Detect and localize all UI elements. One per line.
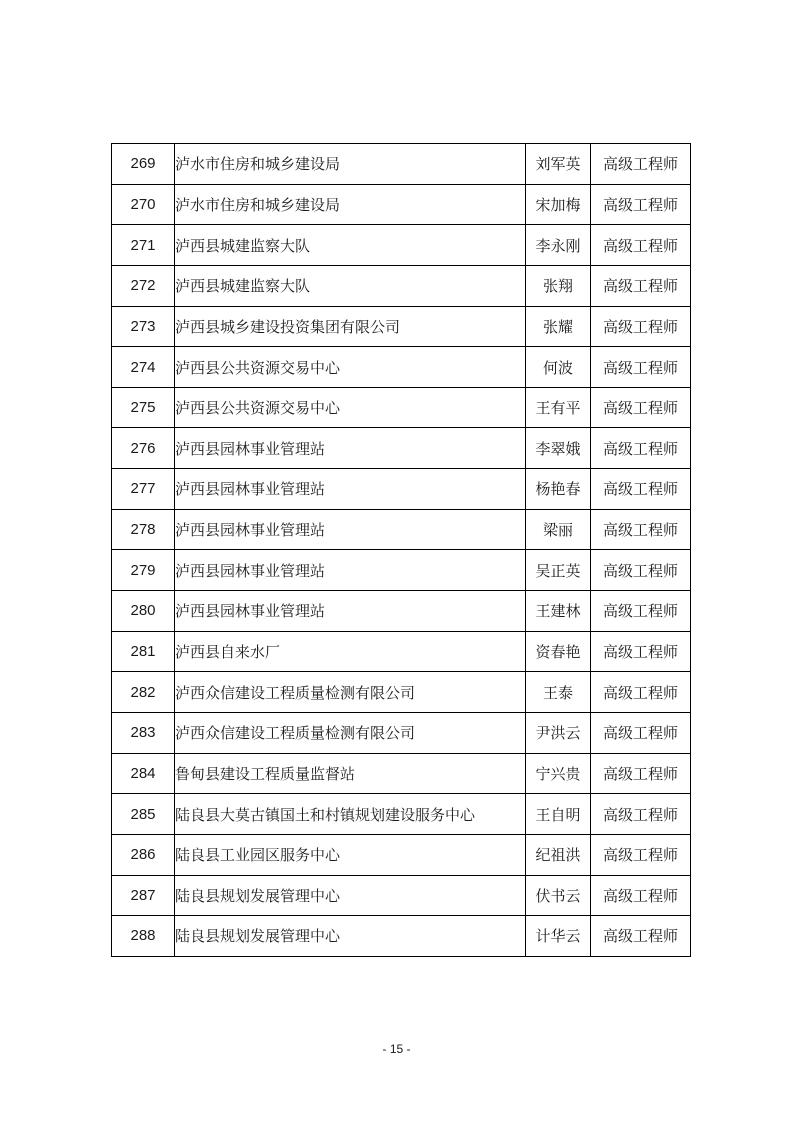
professional-title: 高级工程师 (591, 875, 691, 916)
person-name: 纪祖洪 (526, 834, 591, 875)
person-name: 何波 (526, 347, 591, 388)
row-number: 278 (112, 509, 175, 550)
table-row (112, 631, 691, 672)
work-unit: 泸西县园林事业管理站 (175, 509, 526, 550)
person-name: 宋加梅 (526, 184, 591, 225)
professional-title: 高级工程师 (591, 225, 691, 266)
professional-title: 高级工程师 (591, 509, 691, 550)
professional-title: 高级工程师 (591, 144, 691, 185)
table-row (112, 306, 691, 347)
row-number: 273 (112, 306, 175, 347)
person-name: 王有平 (526, 387, 591, 428)
person-name: 伏书云 (526, 875, 591, 916)
work-unit: 泸西县园林事业管理站 (175, 428, 526, 469)
table-row (112, 225, 691, 266)
person-name: 张耀 (526, 306, 591, 347)
row-number: 269 (112, 144, 175, 185)
person-name: 王建林 (526, 591, 591, 632)
work-unit: 鲁甸县建设工程质量监督站 (175, 753, 526, 794)
table-row (112, 591, 691, 632)
table-row (112, 794, 691, 835)
table-row (112, 184, 691, 225)
person-name: 资春艳 (526, 631, 591, 672)
table-row (112, 428, 691, 469)
person-name: 尹洪云 (526, 712, 591, 753)
work-unit: 泸西县城乡建设投资集团有限公司 (175, 306, 526, 347)
table-body (112, 144, 691, 957)
professional-title: 高级工程师 (591, 387, 691, 428)
table-row (112, 469, 691, 510)
row-number: 280 (112, 591, 175, 632)
row-number: 282 (112, 672, 175, 713)
professional-title: 高级工程师 (591, 265, 691, 306)
row-number: 284 (112, 753, 175, 794)
professional-title: 高级工程师 (591, 428, 691, 469)
professional-title: 高级工程师 (591, 306, 691, 347)
work-unit: 泸西县公共资源交易中心 (175, 387, 526, 428)
row-number: 272 (112, 265, 175, 306)
row-number: 279 (112, 550, 175, 591)
work-unit: 泸西县园林事业管理站 (175, 550, 526, 591)
table-row (112, 834, 691, 875)
table-row (112, 712, 691, 753)
person-name: 梁丽 (526, 509, 591, 550)
row-number: 270 (112, 184, 175, 225)
professional-title: 高级工程师 (591, 469, 691, 510)
person-name: 王泰 (526, 672, 591, 713)
table-row (112, 144, 691, 185)
professional-title: 高级工程师 (591, 184, 691, 225)
work-unit: 泸西县园林事业管理站 (175, 591, 526, 632)
work-unit: 泸西众信建设工程质量检测有限公司 (175, 672, 526, 713)
row-number: 286 (112, 834, 175, 875)
work-unit: 泸西县公共资源交易中心 (175, 347, 526, 388)
work-unit: 陆良县工业园区服务中心 (175, 834, 526, 875)
row-number: 277 (112, 469, 175, 510)
professional-title: 高级工程师 (591, 591, 691, 632)
professional-title: 高级工程师 (591, 672, 691, 713)
page-number: - 15 - (382, 1042, 411, 1056)
work-unit: 泸西众信建设工程质量检测有限公司 (175, 712, 526, 753)
table-row (112, 875, 691, 916)
table-row (112, 916, 691, 957)
professional-title: 高级工程师 (591, 712, 691, 753)
work-unit: 泸西县城建监察大队 (175, 225, 526, 266)
table-row (112, 509, 691, 550)
work-unit: 陆良县规划发展管理中心 (175, 916, 526, 957)
person-name: 计华云 (526, 916, 591, 957)
row-number: 276 (112, 428, 175, 469)
table-row (112, 265, 691, 306)
professional-title: 高级工程师 (591, 550, 691, 591)
table-row (112, 550, 691, 591)
professional-title: 高级工程师 (591, 916, 691, 957)
row-number: 271 (112, 225, 175, 266)
work-unit: 泸西县城建监察大队 (175, 265, 526, 306)
person-name: 张翔 (526, 265, 591, 306)
row-number: 283 (112, 712, 175, 753)
row-number: 285 (112, 794, 175, 835)
person-name: 宁兴贵 (526, 753, 591, 794)
professional-title: 高级工程师 (591, 794, 691, 835)
work-unit: 陆良县大莫古镇国土和村镇规划建设服务中心 (175, 794, 526, 835)
table-row (112, 387, 691, 428)
row-number: 275 (112, 387, 175, 428)
table-row (112, 347, 691, 388)
person-name: 王自明 (526, 794, 591, 835)
work-unit: 泸西县园林事业管理站 (175, 469, 526, 510)
person-name: 杨艳春 (526, 469, 591, 510)
work-unit: 泸水市住房和城乡建设局 (175, 184, 526, 225)
work-unit: 泸水市住房和城乡建设局 (175, 144, 526, 185)
person-name: 李翠娥 (526, 428, 591, 469)
person-name: 李永刚 (526, 225, 591, 266)
person-name: 刘军英 (526, 144, 591, 185)
table-row (112, 753, 691, 794)
row-number: 287 (112, 875, 175, 916)
row-number: 288 (112, 916, 175, 957)
row-number: 274 (112, 347, 175, 388)
work-unit: 泸西县自来水厂 (175, 631, 526, 672)
professional-title: 高级工程师 (591, 834, 691, 875)
row-number: 281 (112, 631, 175, 672)
personnel-table (111, 143, 691, 957)
table-row (112, 672, 691, 713)
professional-title: 高级工程师 (591, 753, 691, 794)
professional-title: 高级工程师 (591, 631, 691, 672)
person-name: 吴正英 (526, 550, 591, 591)
work-unit: 陆良县规划发展管理中心 (175, 875, 526, 916)
professional-title: 高级工程师 (591, 347, 691, 388)
